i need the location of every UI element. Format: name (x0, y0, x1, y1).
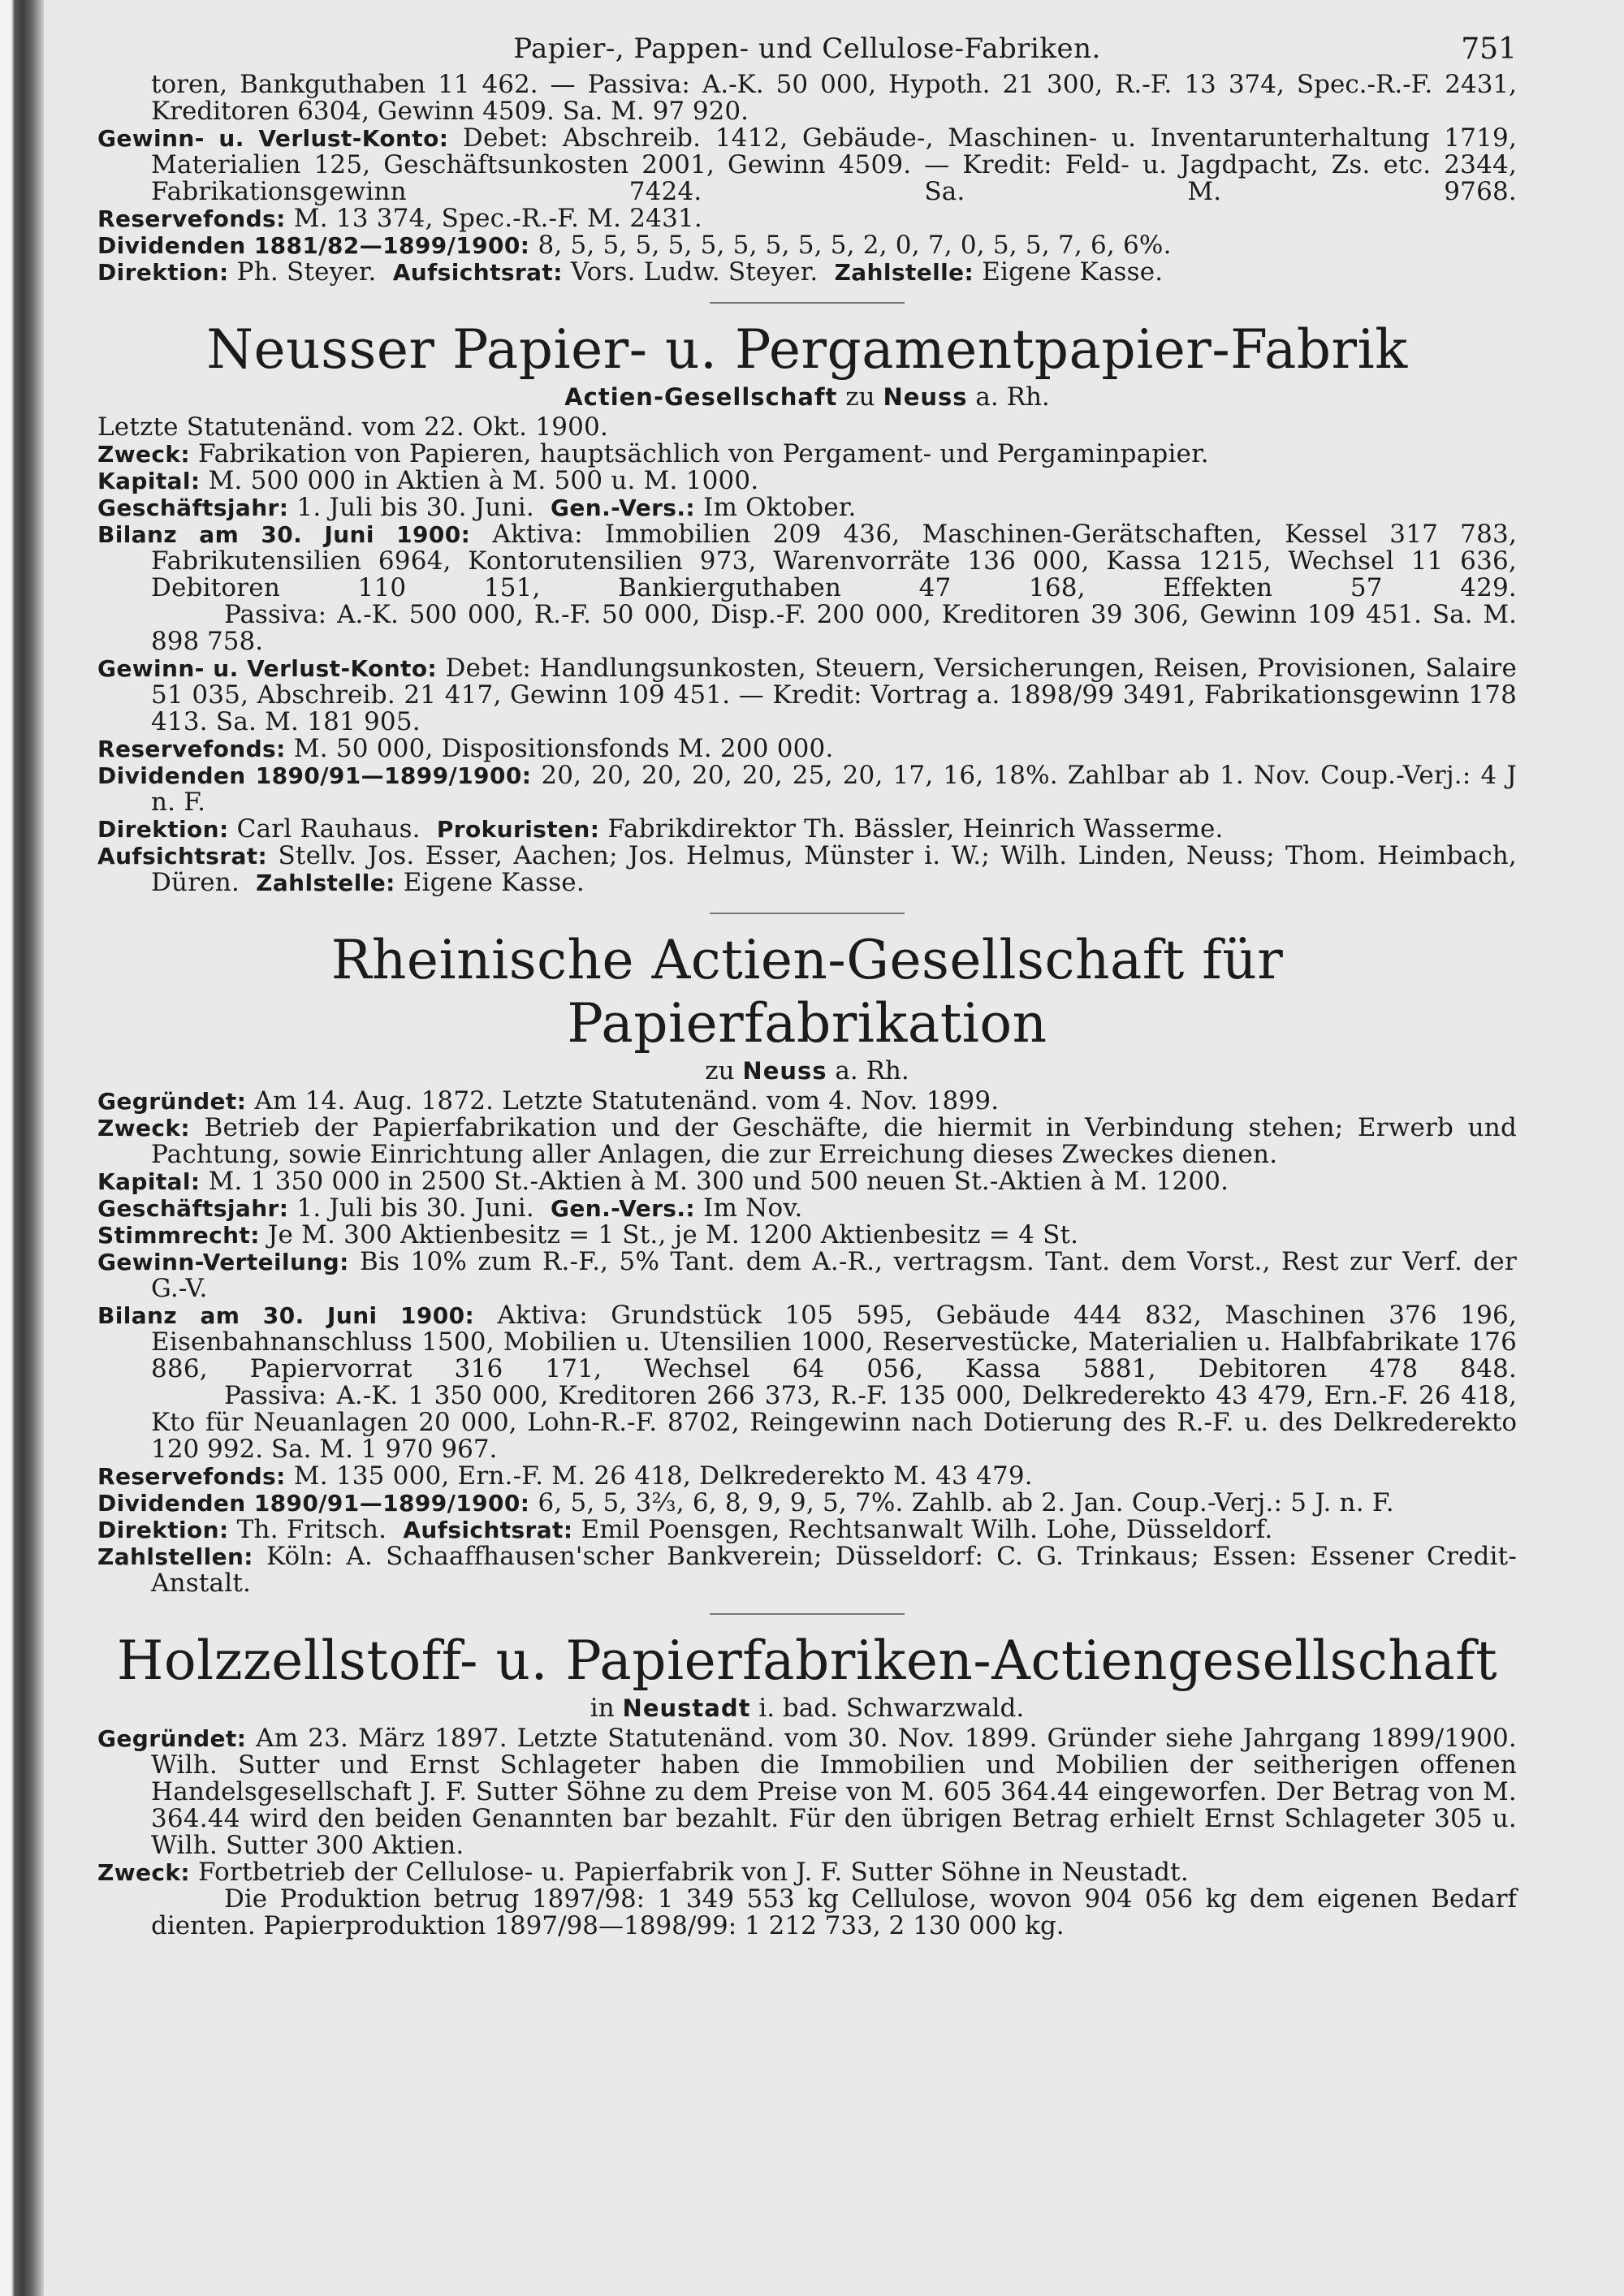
field-label: Zahlstellen: (97, 1543, 253, 1570)
company-title: Holzzellstoff- u. Papierfabriken-Actiengesellschaft (116, 1629, 1498, 1692)
field-label: Reservefonds: (97, 736, 286, 762)
field-label: Gewinn- u. Verlust-Konto: (97, 125, 449, 152)
subtitle-word: a. Rh. (835, 1056, 909, 1085)
company-city: Neuss (742, 1057, 827, 1085)
balance-passiva: Passiva: A.-K. 500 000, R.-F. 50 000, Disp.-F. 200 000, Kreditoren 39 306, Gewinn 109 451. Sa. M. 898 758. (151, 600, 1517, 656)
field-value: Fabrikation von Papieren, hauptsächlich von Pergament- und Pergaminpapier. (198, 439, 1209, 468)
capital (97, 1168, 1517, 1195)
field-label: Aufsichtsrat: (97, 843, 268, 870)
company-city: Neuss (883, 383, 968, 411)
field-value: Am 14. Aug. 1872. Letzte Statutenänd. vom 4. Nov. 1899. (254, 1086, 1000, 1116)
field-label: Direktion: (97, 259, 229, 286)
field-value: Betrieb der Papierfabrikation und der Geschäfte, die hiermit in Verbindung stehen; Erwerb und Pachtung, sowie Einrichtung aller Anlagen, die zur Erreichung dieses Zweckes dienen. (151, 1113, 1517, 1169)
field-value: 20, 20, 20, 20, 20, 25, 20, 17, 16, 18%. Zahlbar ab 1. Nov. Coup.-Verj.: 4 J n. F. (151, 761, 1517, 817)
purpose (97, 1115, 1517, 1168)
field-label: Gegründet: (97, 1725, 247, 1752)
profit-loss-account (97, 125, 1517, 205)
company-entry-neusser (97, 318, 1517, 896)
field-label: Prokuristen: (436, 816, 600, 843)
section-divider (710, 1613, 905, 1615)
field-label: Aufsichtsrat: (403, 1517, 573, 1543)
subtitle-word: in (590, 1694, 615, 1723)
subtitle-word: i. bad. Schwarzwald. (758, 1694, 1025, 1723)
field-label: Zweck: (97, 1859, 190, 1886)
management-line (97, 1517, 1517, 1543)
reserve-fund (97, 205, 1517, 232)
company-entry-rheinische (97, 929, 1517, 1597)
field-value: Ph. Steyer. (236, 257, 377, 287)
field-label: Gen.-Vers.: (551, 494, 695, 521)
field-value: Im Oktober. (703, 493, 857, 522)
company-form: Actien-Gesellschaft (564, 383, 838, 411)
field-value: Fortbetrieb der Cellulose- u. Papierfabrik von J. F. Sutter Söhne in Neustadt. (198, 1858, 1189, 1887)
field-label: Aufsichtsrat: (392, 259, 563, 286)
section-divider (710, 913, 905, 914)
field-label: Zahlstelle: (834, 259, 974, 286)
business-year (97, 494, 1517, 521)
company-subtitle (97, 1055, 1517, 1086)
field-value: Je M. 300 Aktienbesitz = 1 St., je M. 1200 Aktienbesitz = 4 St. (267, 1220, 1079, 1249)
field-label: Direktion: (97, 816, 229, 843)
dividends (97, 762, 1517, 816)
book-page (97, 24, 1517, 2273)
field-value: Bis 10% zum R.-F., 5% Tant. dem A.-R., vertragsm. Tant. dem Vorst., Rest zur Verf. der G.-V. (151, 1247, 1517, 1303)
field-value: M. 1 350 000 in 2500 St.-Aktien à M. 300 und 500 neuen St.-Aktien à M. 1200. (208, 1167, 1229, 1196)
profit-loss-account (97, 655, 1517, 736)
field-label: Dividenden 1890/91—1899/1900: (97, 1490, 530, 1517)
field-value: Eigene Kasse. (403, 868, 585, 897)
field-value: 1. Juli bis 30. Juni. (296, 1193, 534, 1223)
field-label: Reservefonds: (97, 1463, 286, 1490)
production: Die Produktion betrug 1897/98: 1 349 553 kg Cellulose, wovon 904 056 kg dem eigenen Bedarf dienten. Papierproduktion 1897/98—1898/99: 1 212 733, 2 130 000 kg. (151, 1884, 1517, 1940)
running-header-title: Papier-, Pappen- und Cellulose-Fabriken. (513, 32, 1101, 65)
field-label: Zahlstelle: (256, 870, 395, 896)
field-value: Debet: Handlungsunkosten, Steuern, Versicherungen, Reisen, Provisionen, Salaire 51 035, Abschreib. 21 417, Gewinn 109 451. — Kredit: Vortrag a. 1898/99 3491, Fabrikationsgewinn 178 413. Sa. M. 181 905. (151, 654, 1517, 736)
management-line (97, 259, 1517, 286)
balance-sheet (97, 1302, 1517, 1383)
field-value: 1. Juli bis 30. Juni. (296, 493, 534, 522)
dividends (97, 232, 1517, 259)
field-value: Carl Rauhaus. (236, 814, 421, 844)
field-label: Kapital: (97, 1168, 201, 1195)
capital (97, 468, 1517, 494)
purpose (97, 1859, 1517, 1886)
field-value: M. 500 000 in Aktien à M. 500 u. M. 1000. (208, 466, 759, 495)
field-label: Dividenden 1890/91—1899/1900: (97, 762, 532, 789)
reserve-fund (97, 736, 1517, 762)
field-value: Im Nov. (703, 1193, 803, 1223)
field-label: Bilanz am 30. Juni 1900: (97, 1302, 475, 1329)
field-value: Am 23. März 1897. Letzte Statutenänd. vom 30. Nov. 1899. Gründer siehe Jahrgang 1899/1900. Wilh. Sutter und Ernst Schlageter haben die Immobilien und Mobilien der seitherigen offenen Handelsgesellschaft J. F. Sutter Söhne zu dem Preise von M. 605 364.44 eingeworfen. Der Betrag von M. 364.44 wird den beiden Genannten bar bezahlt. Für den übrigen Betrag erhielt Ernst Schlageter 305 u. Wilh. Sutter 300 Aktien. (151, 1724, 1517, 1860)
subtitle-word: zu (705, 1056, 735, 1085)
founded (97, 1088, 1517, 1115)
field-value: 8, 5, 5, 5, 5, 5, 5, 5, 5, 5, 2, 0, 7, 0, 5, 5, 7, 6, 6%. (538, 231, 1172, 260)
field-label: Kapital: (97, 468, 201, 494)
business-year (97, 1195, 1517, 1222)
page-number: 751 (1461, 32, 1517, 66)
field-value: M. 50 000, Dispositionsfonds M. 200 000. (293, 734, 834, 763)
field-label: Geschäftsjahr: (97, 494, 289, 521)
field-value: Köln: A. Schaaffhausen'scher Bankverein; Düsseldorf: C. G. Trinkaus; Essen: Essener Credit-Anstalt. (151, 1542, 1517, 1598)
field-label: Gewinn-Verteilung: (97, 1249, 349, 1275)
subtitle-word: zu (845, 382, 875, 412)
entry-continuation (97, 71, 1517, 286)
paying-agents (97, 1543, 1517, 1597)
company-subtitle (97, 382, 1517, 412)
company-title: Neusser Papier- u. Pergamentpapier-Fabrik (206, 318, 1408, 381)
book-spine-shadow (0, 0, 44, 2296)
field-label: Geschäftsjahr: (97, 1195, 289, 1222)
balance-passiva: Passiva: A.-K. 1 350 000, Kreditoren 266 373, R.-F. 135 000, Delkrederekto 43 479, Ern.-F. 26 418, Kto für Neuanlagen 20 000, Lohn-R.-F. 8702, Reingewinn nach Dotierung des R.-F. u. des Delkrederekto 120 992. Sa. M. 1 970 967. (151, 1381, 1517, 1464)
field-value: Stellv. Jos. Esser, Aachen; Jos. Helmus, Münster i. W.; Wilh. Linden, Neuss; Thom. Heimbach, Düren. (151, 841, 1517, 897)
section-divider (710, 302, 905, 304)
field-value: Eigene Kasse. (982, 257, 1164, 287)
field-label: Gen.-Vers.: (551, 1195, 695, 1222)
field-value: Emil Poensgen, Rechtsanwalt Wilh. Lohe, Düsseldorf. (581, 1515, 1273, 1544)
field-label: Dividenden 1881/82—1899/1900: (97, 232, 530, 259)
field-label: Gegründet: (97, 1088, 247, 1115)
dividends (97, 1490, 1517, 1517)
supervisory-board (97, 843, 1517, 896)
statute-change: Letzte Statutenänd. vom 22. Okt. 1900. (97, 412, 609, 442)
balance-continuation: toren, Bankguthaben 11 462. — Passiva: A.-K. 50 000, Hypoth. 21 300, R.-F. 13 374, Spec.-R.-F. 2431, Kreditoren 6304, Gewinn 4509. Sa. M. 97 920. (151, 70, 1517, 126)
field-value: 6, 5, 5, 3⅔, 6, 8, 9, 9, 5, 7%. Zahlb. ab 2. Jan. Coup.-Verj.: 5 J. n. F. (538, 1488, 1394, 1517)
profit-distribution (97, 1249, 1517, 1302)
company-city: Neustadt (622, 1694, 751, 1722)
field-label: Stimmrecht: (97, 1222, 260, 1249)
field-value: Fabrikdirektor Th. Bässler, Heinrich Wasserme. (607, 814, 1224, 844)
company-entry-holzzellstoff (97, 1629, 1517, 1940)
field-value: Vors. Ludw. Steyer. (570, 257, 818, 287)
field-value: M. 13 374, Spec.-R.-F. M. 2431. (293, 204, 702, 233)
field-value: Aktiva: Immobilien 209 436, Maschinen-Gerätschaften, Kessel 317 783, Fabrikutensilien 6964, Kontorutensilien 973, Warenvorräte 136 000, Kassa 1215, Wechsel 11 636, Debitoren 110 151, Bankierguthaben 47 168, Effekten 57 429. (151, 520, 1517, 602)
balance-sheet (97, 521, 1517, 602)
running-header (97, 24, 1517, 71)
reserve-fund (97, 1463, 1517, 1490)
field-value: Debet: Abschreib. 1412, Gebäude-, Maschinen- u. Inventarunterhaltung 1719, Materialien 125, Geschäftsunkosten 2001, Gewinn 4509. — Kredit: Feld- u. Jagdpacht, Zs. etc. 2344, Fabrikationsgewinn 7424. Sa. M. 9768. (151, 123, 1517, 206)
field-label: Bilanz am 30. Juni 1900: (97, 521, 471, 548)
company-subtitle (97, 1693, 1517, 1724)
field-value: Aktiva: Grundstück 105 595, Gebäude 444 832, Maschinen 376 196, Eisenbahnanschluss 1500, Mobilien u. Utensilien 1000, Reservestücke, Materialien u. Halbfabrikate 176 886, Papiervorrat 316 171, Wechsel 64 056, Kassa 5881, Debitoren 478 848. (151, 1301, 1518, 1383)
field-value: Th. Fritsch. (236, 1515, 387, 1544)
field-label: Zweck: (97, 1115, 190, 1142)
field-label: Direktion: (97, 1517, 229, 1543)
field-value: M. 135 000, Ern.-F. M. 26 418, Delkrederekto M. 43 479. (293, 1461, 1033, 1491)
founded (97, 1725, 1517, 1859)
field-label: Zweck: (97, 441, 190, 468)
management-line (97, 816, 1517, 843)
purpose (97, 441, 1517, 468)
field-label: Gewinn- u. Verlust-Konto: (97, 655, 438, 682)
field-label: Reservefonds: (97, 205, 286, 232)
company-title: Rheinische Actien-Gesellschaft für Papierfabrikation (330, 929, 1284, 1055)
subtitle-word: a. Rh. (975, 382, 1050, 412)
voting-rights (97, 1222, 1517, 1249)
